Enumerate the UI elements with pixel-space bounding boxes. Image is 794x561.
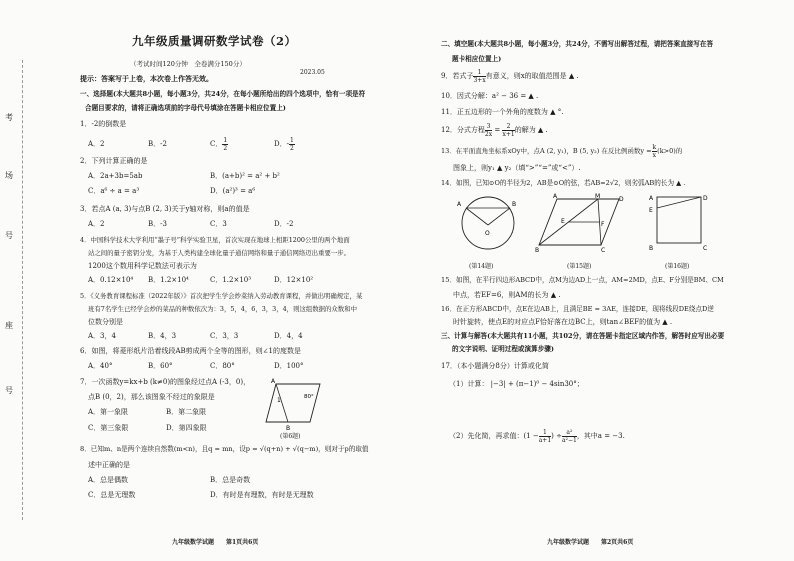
option-d: D．100° — [274, 362, 304, 370]
question-stem: 4．中国科学技术大学利用“墨子号”科学实验卫星，首次实现在地球上相距1200公里的两个地面 — [80, 236, 350, 244]
question-stem: 3．若点A (a, 3)与点B (2, 3)关于y轴对称，则a的值是 — [80, 205, 250, 213]
option-a: A．40° — [88, 362, 113, 370]
exam-notice: 提示：答案写于上卷，本次卷上作答无效。 — [80, 74, 213, 83]
section-heading: 的文字说明、证明过程或演算步骤) — [452, 345, 555, 353]
right-page — [397, 0, 794, 561]
option-c: C．3 — [210, 220, 227, 228]
option-b: B．60° — [148, 362, 173, 370]
option-b: B．(a+b)² = a² + b² — [210, 172, 280, 180]
question-stem: 点B (0，2)，那么该图象不经过的象限是 — [88, 393, 215, 401]
question-15-cont: 中点，若EF=6，则AM的长为 ▲ . — [453, 291, 561, 299]
option-b: B．总是奇数 — [210, 476, 251, 484]
point-label: A — [553, 193, 558, 200]
question-9: 9．若式子 $\frac{1}{3+x}$ 有意义，则x的取值范围是 ▲ . — [441, 68, 579, 84]
rhombus-shape — [266, 384, 320, 422]
question-14: 14．如图，已知⊙O的半径为2，AB是⊙O的弦，若AB=2√2，则劣弧AB的长为 ▲ . — [441, 179, 686, 187]
question-stem: 5．《义务教育课程标准（2022年版）》首次把学生学会炒菜纳入劳动教育课程，并做出明确规定，某 — [80, 292, 363, 300]
question-13-cont: 图象上，则y₁ ▲ y₂（填“>”“=”或“<”）. — [453, 164, 581, 172]
question-10: 10．因式分解：a² − 36 = ▲ . — [441, 92, 539, 100]
question-stem: 6．如图，将菱形纸片沿着线段AB剪成两个全等的图形，则∠1的度数是 — [80, 347, 301, 355]
sidebar-label: 号 — [5, 386, 13, 395]
question-stem: 述中正确的是 — [88, 461, 130, 469]
page-title: 九年级质量调研数学试卷（2） — [132, 34, 297, 48]
point-label: B — [286, 425, 291, 432]
point-label: D — [703, 195, 708, 202]
point-label: A — [457, 201, 462, 208]
figure-caption: (第15题) — [567, 263, 592, 270]
section-heading: 题卡相应位置上) — [452, 55, 502, 63]
page-footer: 九年级数学试题 第2页共6页 — [547, 539, 634, 546]
sidebar-label: 场 — [5, 171, 13, 180]
square-abcd — [657, 197, 701, 243]
question-12: 12．分式方程 $\frac{3}{2x}$ = $\frac{2}{x+1}$ 的解为 ▲ . — [441, 122, 548, 138]
option-b: B．-3 — [148, 220, 167, 228]
question-15: 15．如图，在平行四边形ABCD中，点M为边AD上一点，AM=2MD，点E、F分别是BM、CM — [441, 276, 724, 284]
figure-caption: (第6题) — [280, 433, 301, 440]
square-figure — [645, 192, 715, 254]
section-heading: 一、选择题(本大题共8小题，每小题3分，共24分，在每小题所给出的四个选项中，恰有一项是符 — [80, 90, 366, 98]
question-17-part2: （2）先化简，再求值：(1 − $\frac{1}{a+1}$ ) ÷ $\frac{\text{a²}}{\text{a²−1}}$ ，其中a = −3. — [449, 428, 625, 444]
option-d: D．第四象限 — [166, 424, 207, 432]
option-b: B．-2 — [148, 140, 167, 148]
question-stem: 站之间的量子密钥分发，为基于人类构建全球化量子通信网络和量子通信网络迈出重要一步。 — [88, 249, 351, 257]
point-label: E — [561, 218, 565, 225]
option-a: A．2 — [88, 220, 105, 228]
question-stem: 位数分别是 — [88, 318, 123, 326]
section-heading: 二、填空题(本大题共8小题，每小题3分，共24分，不需写出解答过程，请把答案直接写在答 — [441, 40, 714, 48]
question-16: 16．在正方形ABCD中，点E在边AB上，且满足BE = 3AE，连接DE，现将线段DE绕点D逆 — [441, 305, 714, 313]
option-d: D．(a²)³ = a⁶ — [210, 187, 256, 195]
option-b: B．1.2×10⁴ — [148, 276, 189, 284]
point-label: F — [601, 221, 605, 228]
point-label: C — [703, 245, 708, 252]
option-d: D．有时是有理数，有时是无理数 — [210, 491, 314, 499]
section-heading: 合题目要求的，请将正确选项前的字母代号填涂在答题卡相应位置上) — [85, 104, 286, 112]
figure-caption: (第14题) — [469, 263, 494, 270]
option-c: C．总是无理数 — [88, 491, 136, 499]
point-label: D — [619, 196, 624, 203]
point-label: M — [595, 193, 601, 200]
page-footer: 九年级数学试题 第1页共6页 — [172, 539, 259, 546]
sidebar-label: 考 — [5, 113, 13, 122]
point-label: O — [485, 230, 490, 237]
option-a: A．3，4 — [88, 332, 116, 340]
angle-label: 1 — [277, 397, 281, 404]
option-b: B．4，3 — [148, 332, 177, 340]
sidebar-label: 座 — [5, 321, 13, 330]
option-d: D．4，4 — [274, 332, 303, 340]
option-c: C． $\frac{1}{2}$ — [210, 136, 228, 152]
figure-caption: (第16题) — [665, 263, 690, 270]
option-b: B．第二象限 — [166, 408, 207, 416]
option-c: C．80° — [210, 362, 235, 370]
option-c: C．1.2×10³ — [210, 276, 252, 284]
option-a: A．0.12×10⁴ — [88, 276, 134, 284]
question-stem: 8．已知m、n是两个连续自然数(m<n)，且q = mn，设p = √(q+n) + √(q−m)，则对于p的取值 — [80, 445, 369, 453]
radius-ob — [488, 208, 510, 225]
option-c: C．第三象限 — [88, 424, 129, 432]
circle-o — [462, 197, 517, 249]
option-c: C．3，3 — [210, 332, 239, 340]
point-label: E — [649, 207, 653, 214]
question-stem: 1200这个数用科学记数法可表示为 — [88, 262, 197, 270]
point-label: B — [535, 247, 540, 253]
binding-line — [22, 60, 23, 520]
radius-oa — [466, 208, 488, 225]
question-stem: 班有7名学生已经学会炒的菜品的种数依次为：3，5，4，6，3，3，4，则这组数据的众数和中 — [88, 305, 357, 313]
question-16-cont: 时针旋转，使点E的对应点F恰好落在边BC上，则tan∠BEF的值为 ▲ . — [453, 318, 673, 326]
option-d: D．12×10² — [274, 276, 314, 284]
question-stem: 2．下列计算正确的是 — [80, 157, 148, 165]
question-17: 17．（本小题满分8分）计算或化简 — [441, 362, 549, 370]
exam-date: 2023.05 — [300, 69, 325, 76]
point-label: C — [601, 247, 606, 253]
question-stem: 1．-2的倒数是 — [80, 120, 127, 128]
question-stem: 7．一次函数y=kx+b (k≠0)的图象经过点A (-3，0)， — [80, 378, 251, 386]
circle-figure — [452, 193, 522, 255]
option-d: D．-2 — [274, 220, 294, 228]
segment-de — [657, 197, 701, 208]
rhombus-figure — [262, 378, 332, 438]
sidebar-label: 号 — [5, 231, 13, 240]
parallelogram-figure — [535, 193, 625, 253]
option-a: A．第一象限 — [88, 408, 129, 416]
option-a: A．2a+3b=5ab — [88, 172, 143, 180]
option-a: A．2 — [88, 140, 105, 148]
section-heading: 三、计算与解答(本大题共有11小题，共102分，请在答题卡指定区域内作答，解答时应写出必要 — [441, 332, 725, 340]
exam-subtitle: （考试时间120分钟 全卷满分150分） — [130, 60, 246, 68]
point-label: A — [649, 195, 654, 202]
question-11: 11．正五边形的一个外角的度数为 ▲ °. — [441, 108, 564, 116]
point-label: B — [512, 201, 517, 208]
option-c: C．a⁶ ÷ a = a³ — [88, 187, 140, 195]
angle-value-label: 80° — [304, 394, 314, 400]
question-13: 13．在平面直角坐标系xOy中，点A (2, y₁)，B (5, y₂) 在反比例函数y = $\frac{k}{x}$ (k>0)的 — [441, 143, 683, 159]
option-a: A．总是偶数 — [88, 476, 129, 484]
point-label: B — [649, 245, 654, 252]
point-label: A — [271, 378, 276, 385]
question-17-part1: （1）计算： |−3| + (π−1)⁰ − 4sin30°； — [449, 380, 584, 388]
option-d: D．- $\frac{1}{2}$ — [274, 136, 294, 152]
